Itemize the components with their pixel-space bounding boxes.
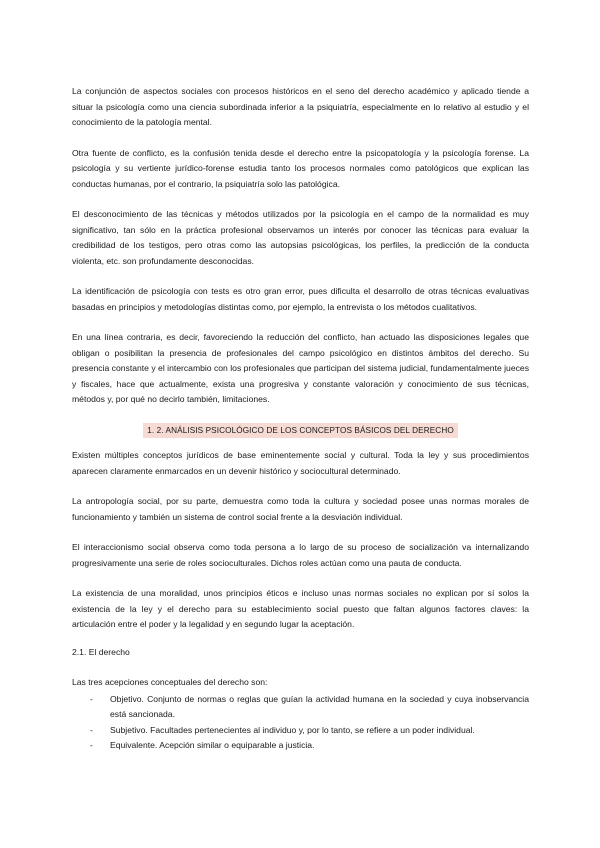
- list-bullet: -: [90, 693, 93, 704]
- paragraph-tests-error: La identificación de psicología con tests es otro gran error, pues dificulta el desarrollo de otras técnicas evaluativas basadas en principios y metodologías distintas como, por ejemplo, la entrevista o los métodos cualitativos.: [72, 286, 529, 312]
- list-bullet: -: [90, 724, 93, 735]
- section-heading: 1. 2. ANÁLISIS PSICOLÓGICO DE LOS CONCEPTOS BÁSICOS DEL DERECHO: [143, 423, 458, 439]
- list-bullet: -: [90, 740, 93, 750]
- paragraph-legal-concepts: Existen múltiples conceptos jurídicos de base eminentemente social y cultural. Toda la ley y sus procedimientos aparecen claramente enmarcados en un devenir histórico y sociocultural determinado.: [72, 450, 529, 476]
- paragraph-morality-law: La existencia de una moralidad, unos principios éticos e incluso unas normas sociales no explican por sí solos la existencia de la ley y el derecho para su establecimiento social puesto que faltan algunos factores claves: la articulación entre el poder y la legalidad y en segundo lugar la aceptación.: [72, 588, 529, 629]
- section-heading-wrap: [72, 423, 529, 439]
- paragraph-techniques-unknown: El desconocimiento de las técnicas y métodos utilizados por la psicología en el campo de la normalidad es muy significativo, tan sólo en la práctica profesional observamos un interés por conocer las técnicas para evaluar la credibilidad de los testigos, pero otras como las autopsias psicológicas, los perfiles, la predicción de la conducta violenta, etc. son profundamente desconocidas.: [72, 209, 529, 266]
- paragraph-social-historical: La conjunción de aspectos sociales con procesos históricos en el seno del derecho académico y aplicado tiende a situar la psicología como una ciencia subordinada inferior a la psiquiatría, especialmente en lo relativo al estudio y el conocimiento de la patología mental.: [72, 86, 529, 127]
- list-item: [72, 723, 529, 739]
- list-item-text: Objetivo. Conjunto de normas o reglas que guían la actividad humana en la sociedad y cuya inobservancia está sancionada.: [110, 693, 529, 719]
- list-item-text: Subjetivo. Facultades pertenecientes al individuo y, por lo tanto, se refiere a un poder individual.: [110, 724, 475, 735]
- paragraph-social-anthropology: La antropología social, por su parte, demuestra como toda la cultura y sociedad posee unas normas morales de funcionamiento y también un sistema de control social frente a la desviación individual.: [72, 496, 529, 522]
- list-item: [72, 692, 529, 723]
- list-item-text: Equivalente. Acepción similar o equiparable a justicia.: [110, 740, 315, 750]
- list-intro: Las tres acepciones conceptuales del derecho son:: [72, 677, 268, 687]
- paragraph-conflict-source: Otra fuente de conflicto, es la confusión tenida desde el derecho entre la psicopatología y la psicología forense. La psicología y su vertiente jurídico-forense estudia tanto los procesos normales como patológicos que explican las conductas humanas, por el contrario, la psiquiatría solo las patológica.: [72, 147, 529, 189]
- list-item: [72, 738, 529, 754]
- law-meanings-list: [72, 692, 529, 754]
- paragraph-social-interactionism: El interaccionismo social observa como toda persona a lo largo de su proceso de socialización va internalizando progresivamente una serie de roles socioculturales. Dichos roles actúan como una pauta de conducta.: [72, 542, 529, 568]
- paragraph-conflict-reduction: En una línea contraria, es decir, favoreciendo la reducción del conflicto, han actuado las disposiciones legales que obligan o posibilitan la presencia de profesionales del campo psicológico en distintos ámbitos del derecho. Su presencia constante y el intercambio con los profesionales que participan del sistema judicial, fundamentalmente jueces y fiscales, hace que actualmente, exista una progresiva y constante valoración y conocimiento de sus técnicas, métodos y, por qué no decirlo también, limitaciones.: [72, 332, 529, 404]
- subheading-el-derecho: 2.1. El derecho: [72, 646, 130, 657]
